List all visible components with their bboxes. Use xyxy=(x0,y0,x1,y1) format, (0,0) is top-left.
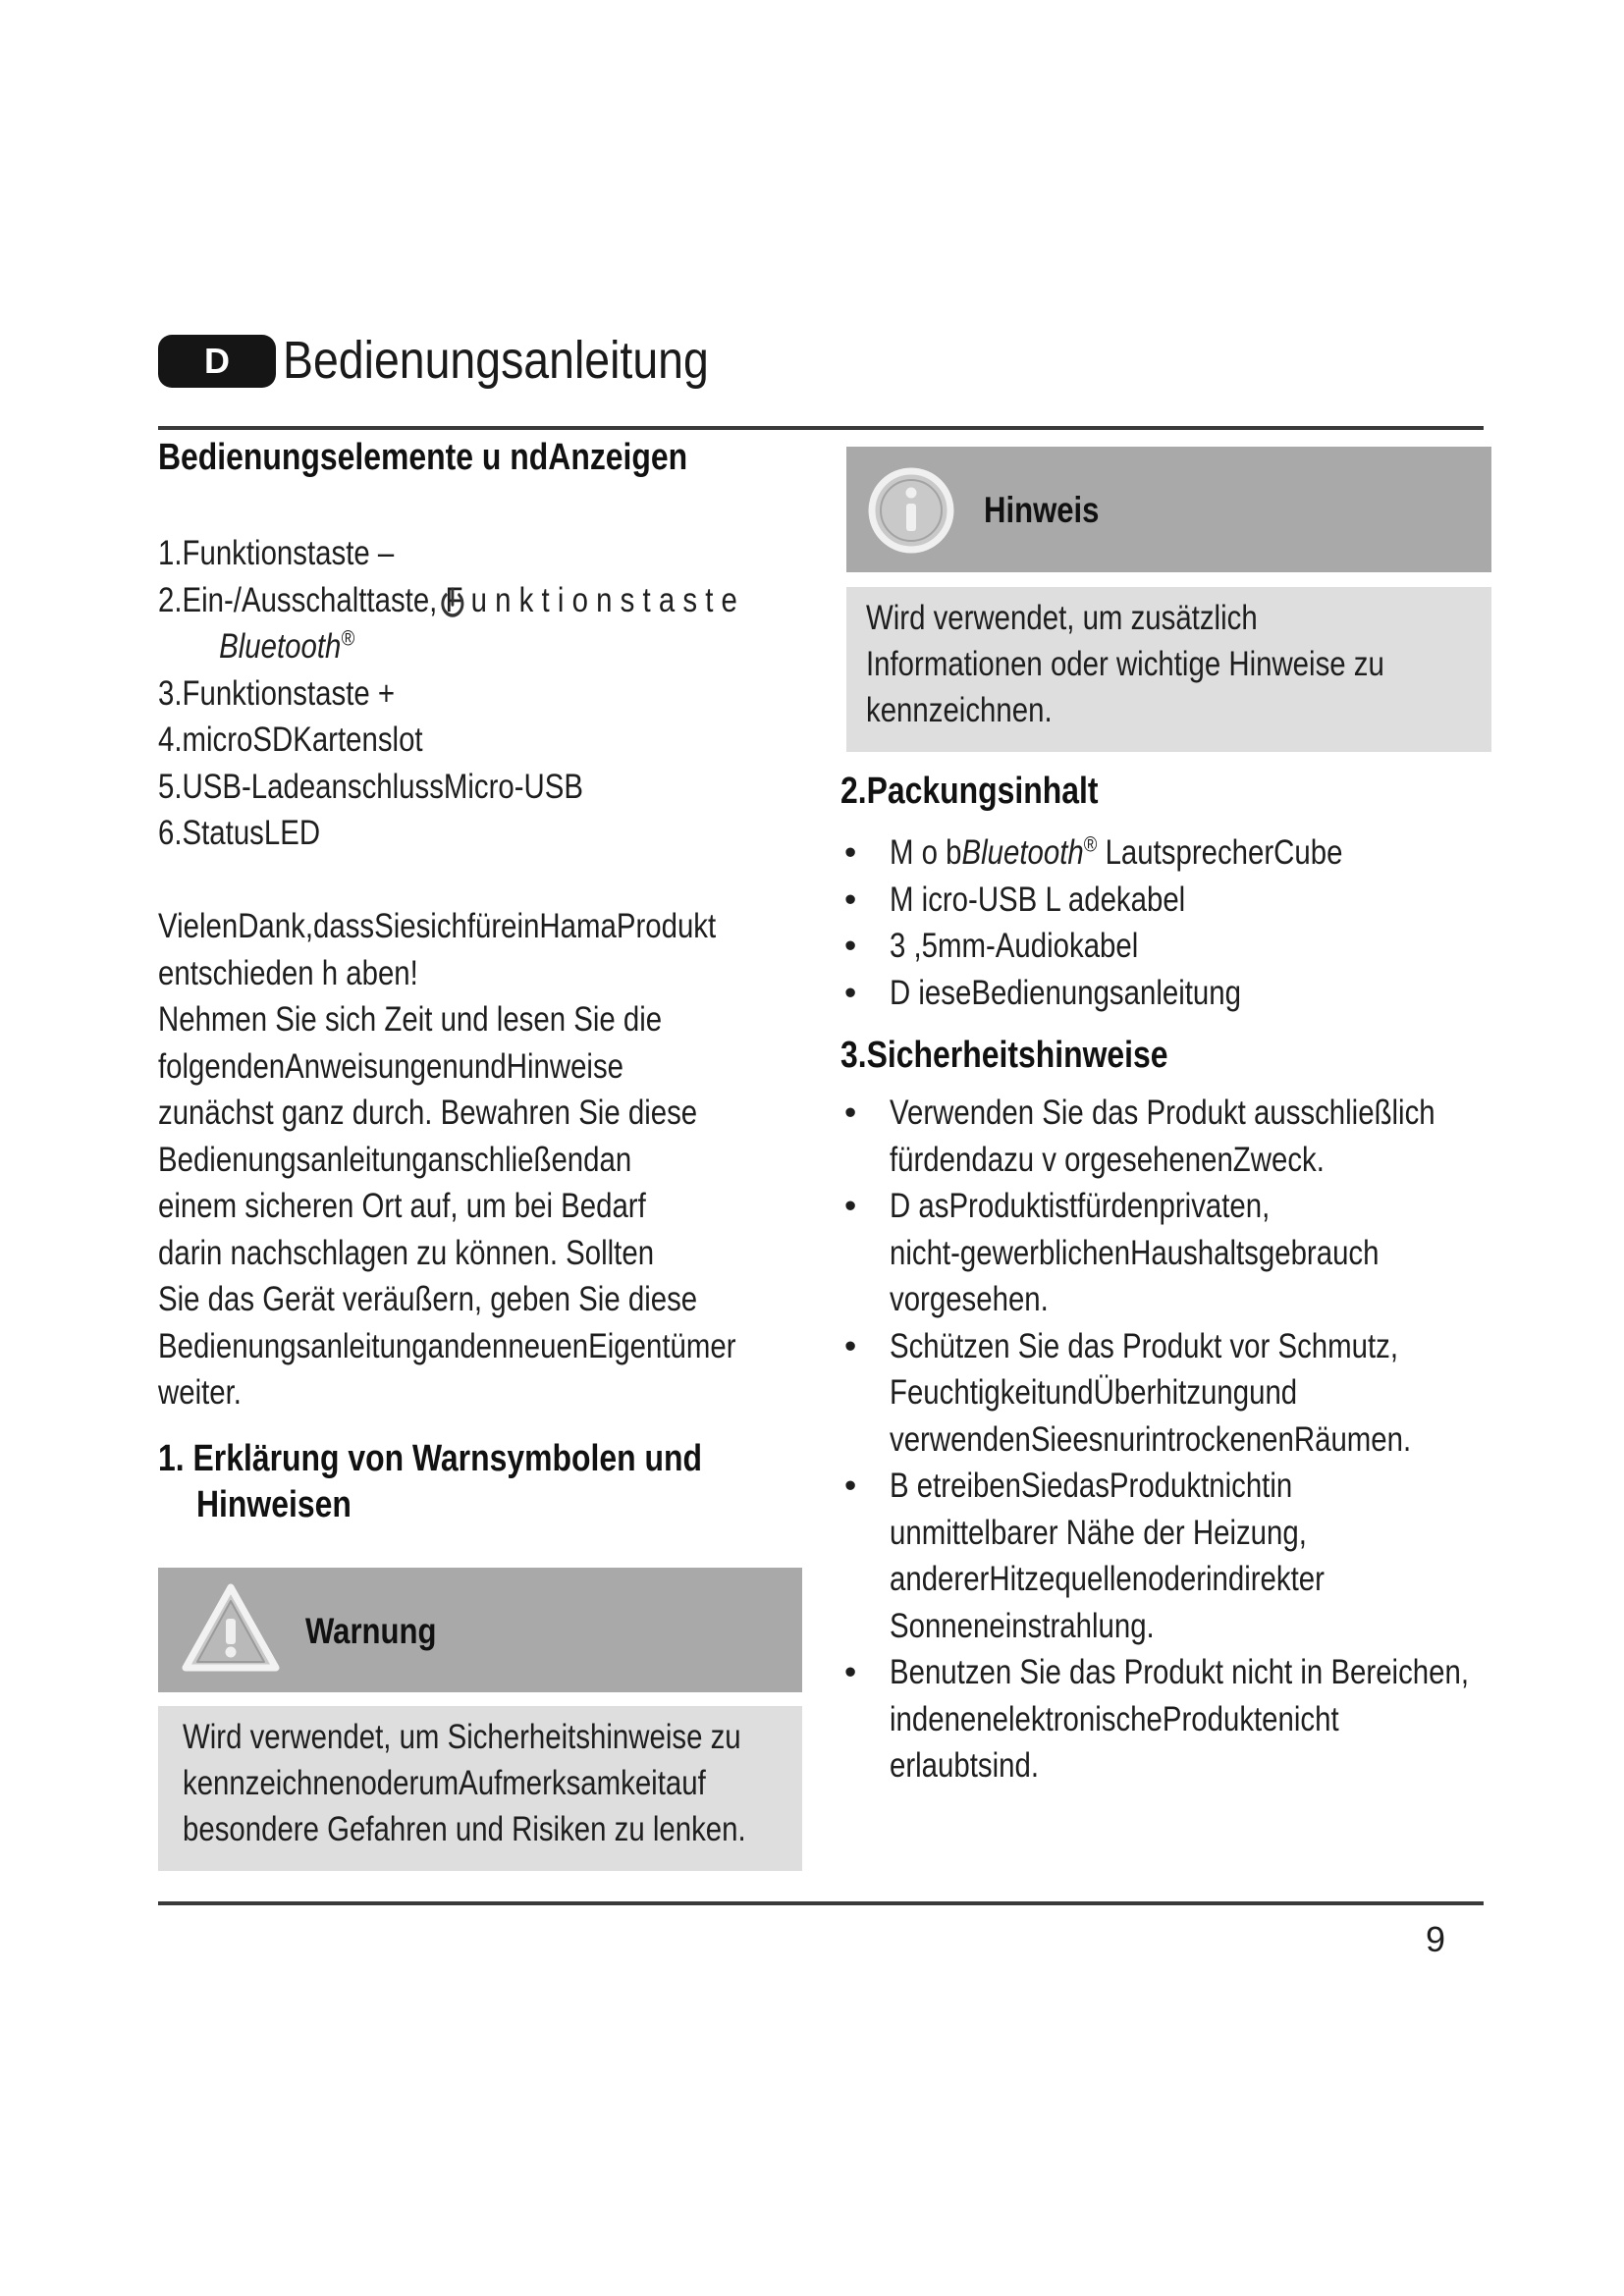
package-item: • 3 ,5mm-Audiokabel xyxy=(844,923,1492,970)
intro-line: folgendenAnweisungenundHinweise xyxy=(158,1046,624,1086)
safety-item: • Benutzen Sie das Produkt nicht in Bereichen, indenenelektronischeProduktenicht erlaubtsind. xyxy=(844,1649,1512,1789)
controls-item-2: 2.Ein-/Ausschalttaste, F u n k t i o n s t a s t e xyxy=(158,577,686,624)
package-item: • M o bBluetooth® LautsprecherCube xyxy=(844,829,1492,877)
controls-list xyxy=(158,530,786,857)
intro-line: weiter. xyxy=(158,1373,242,1412)
intro-line: Nehmen Sie sich Zeit und lesen Sie die xyxy=(158,1000,663,1039)
section1-heading: 1. Erklärung von Warnsymbolen und xyxy=(158,1438,702,1479)
header-rule xyxy=(158,426,1484,430)
safety-list xyxy=(844,1090,1512,1789)
note-box-header xyxy=(846,447,1491,572)
intro-line: VielenDank,dassSiesichfüreinHamaProdukt xyxy=(158,907,717,945)
warning-text-line: kennzeichnenoderumAufmerksamkeitauf xyxy=(183,1764,706,1802)
safety-item: • D asProduktistfürdenprivaten, nicht-gewerblichenHaushaltsgebrauch vorgesehen. xyxy=(844,1183,1512,1323)
intro-line: darin nachschlagen zu können. Sollten xyxy=(158,1233,655,1272)
intro-paragraph xyxy=(158,903,786,1416)
package-item: • M icro-USB L adekabel xyxy=(844,877,1492,924)
package-list xyxy=(844,829,1492,1016)
intro-line: BedienungsanleitungandenneuenEigentümer xyxy=(158,1326,736,1365)
intro-line: Bedienungsanleitunganschließendan xyxy=(158,1140,632,1179)
language-badge: D xyxy=(158,335,276,388)
warning-text-line: besondere Gefahren und Risiken zu lenken. xyxy=(183,1810,746,1848)
note-box-body xyxy=(846,587,1491,752)
safety-item: • B etreibenSiedasProduktnichtin unmittelbarer Nähe der Heizung, andererHitzequellenoderindirekter Sonneneinstrahlung. xyxy=(844,1463,1512,1649)
safety-item: • Schützen Sie das Produkt vor Schmutz, FeuchtigkeitundÜberhitzungund verwendenSieesnurintrockenenRäumen. xyxy=(844,1323,1512,1464)
note-title: Hinweis xyxy=(984,490,1100,530)
note-text-line: kennzeichnen. xyxy=(866,691,1053,729)
controls-bluetooth-label: Bluetooth® xyxy=(219,625,355,666)
footer-rule xyxy=(158,1901,1484,1905)
intro-line: Sie das Gerät veräußern, geben Sie diese xyxy=(158,1280,698,1318)
warning-title: Warnung xyxy=(305,1611,437,1651)
package-item: • D ieseBedienungsanleitung xyxy=(844,970,1492,1017)
section3-heading: 3.Sicherheitshinweise xyxy=(840,1035,1168,1076)
info-circle-icon xyxy=(866,465,956,556)
warning-text-line: Wird verwendet, um Sicherheitshinweise zu xyxy=(183,1718,741,1756)
controls-item-5: 5.USB-LadeanschlussMicro-USB xyxy=(158,767,584,806)
section2-heading: 2.Packungsinhalt xyxy=(840,771,1099,812)
page-number: 9 xyxy=(1426,1919,1446,1959)
warning-box-body xyxy=(158,1706,802,1871)
note-text-line: Informationen oder wichtige Hinweise zu xyxy=(866,645,1384,683)
controls-item-3: 3.Funktionstaste + xyxy=(158,673,396,713)
safety-item: • Verwenden Sie das Produkt ausschließlich fürdendazu v orgesehenenZweck. xyxy=(844,1090,1512,1183)
controls-heading: Bedienungselemente u ndAnzeigen xyxy=(158,437,688,478)
power-icon xyxy=(437,585,468,622)
note-text-line: Wird verwendet, um zusätzlich xyxy=(866,599,1258,637)
controls-item-1: 1.Funktionstaste – xyxy=(158,534,395,572)
warning-box-header xyxy=(158,1568,802,1692)
document-title: Bedienungsanleitung xyxy=(283,331,709,390)
intro-line: einem sicheren Ort auf, um bei Bedarf xyxy=(158,1187,646,1225)
controls-item-6: 6.StatusLED xyxy=(158,814,321,852)
section1-heading-cont: Hinweisen xyxy=(196,1484,352,1525)
intro-line: zunächst ganz durch. Bewahren Sie diese xyxy=(158,1094,698,1132)
controls-item-4: 4.microSDKartenslot xyxy=(158,721,423,759)
warning-triangle-icon xyxy=(180,1581,282,1676)
intro-line: entschieden h aben! xyxy=(158,953,418,992)
